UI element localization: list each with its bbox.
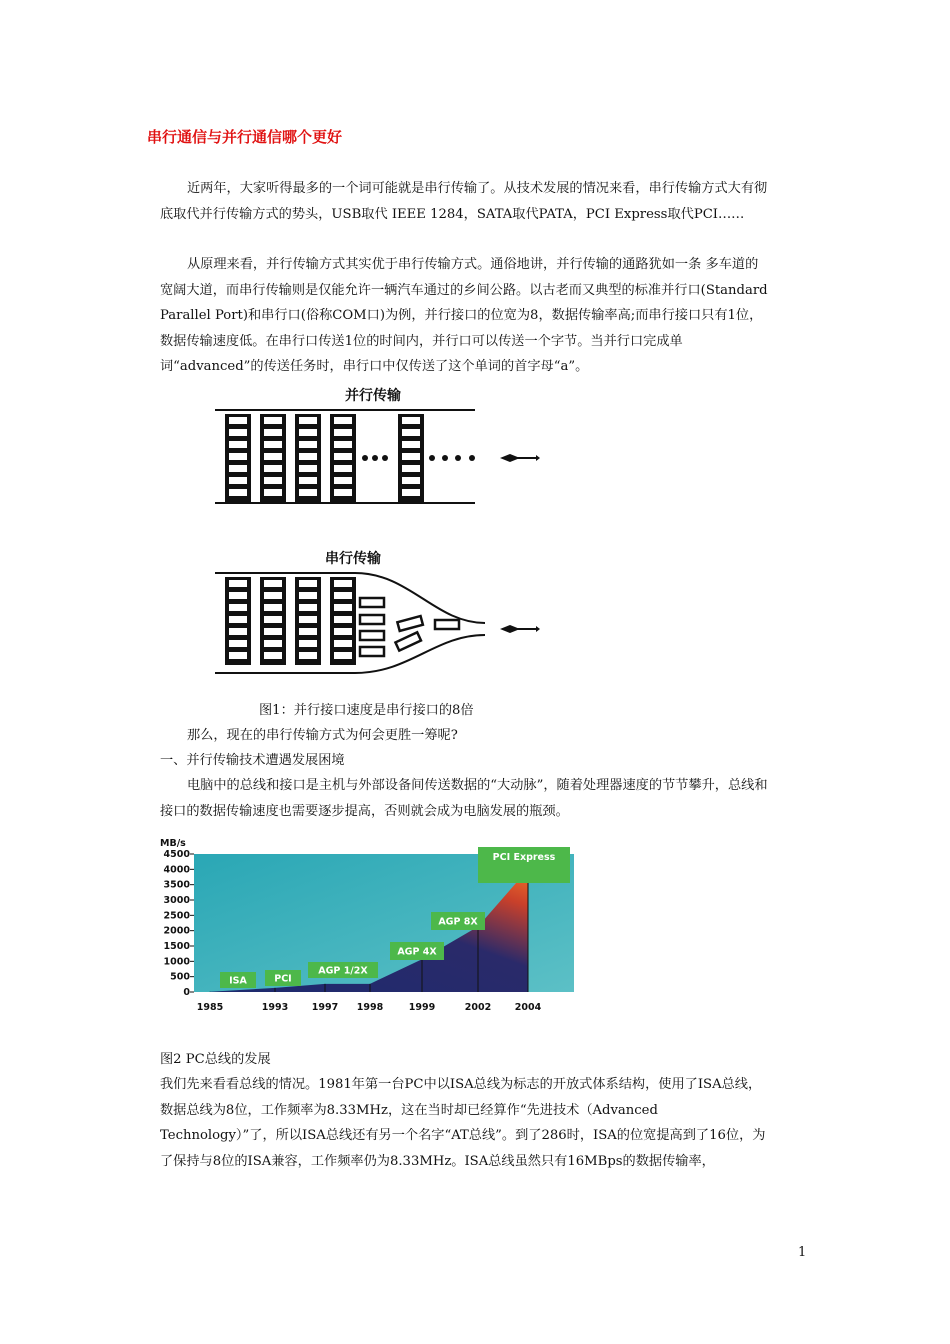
x-tick-label: 1997 <box>311 1002 339 1013</box>
annotation-label: AGP 4X <box>397 946 437 958</box>
bus-development-chart <box>160 832 580 1027</box>
x-tick-label: 1998 <box>356 1002 384 1013</box>
y-tick-label: 2000 <box>163 925 190 937</box>
paragraph-isa-history: 我们先来看看总线的情况。1981年第一台PC中以ISA总线为标志的开放式体系结构，使用了ISA总线，数据总线为8位，工作频率为8.33MHz，这在当时却已经算作“先进技术（Advanced Technology）”了，所以ISA总线还有另一个名字“AT总线”。到了286时，ISA的位宽提高到了16位，为了保持与8位的ISA兼容，工作频率仍为8.33MHz。ISA总线虽然只有16MBps的数据传输率， <box>160 1077 766 1169</box>
x-tick-label: 2004 <box>514 1002 542 1013</box>
paragraph-bus-intro: 电脑中的总线和接口是主机与外部设备间传送数据的“大动脉”，随着处理器速度的节节攀升，总线和接口的数据传输速度也需要逐步提高，否则就会成为电脑发展的瓶颈。 <box>160 778 768 819</box>
figure1-caption: 图1：并行接口速度是串行接口的8倍 <box>259 703 474 718</box>
page-number: 1 <box>798 1245 807 1260</box>
serial-label: 串行传输 <box>325 551 381 567</box>
y-tick-label: 3000 <box>163 895 190 906</box>
y-tick-label: 1000 <box>163 956 190 968</box>
paragraph-question: 那么，现在的串行传输方式为何会更胜一筹呢? <box>187 728 458 743</box>
page-title: 串行通信与并行通信哪个更好 <box>147 128 343 146</box>
figure2-caption: 图2 PC总线的发展 <box>160 1052 271 1067</box>
chart-ylabel: MB/s <box>160 838 186 849</box>
x-tick-label: 2002 <box>464 1002 492 1013</box>
annotation-label: AGP 8X <box>438 916 478 928</box>
annotation-label: PCI Express <box>492 852 556 863</box>
figure1-diagram <box>210 383 540 683</box>
annotation-label: ISA <box>229 975 247 987</box>
y-tick-label: 3500 <box>163 879 190 891</box>
section-heading-1: 一、并行传输技术遭遇发展困境 <box>160 753 345 768</box>
annotation-label: PCI <box>274 973 292 985</box>
paragraph-principle: 从原理来看，并行传输方式其实优于串行传输方式。通俗地讲，并行传输的通路犹如一条 多车道的宽阔大道，而串行传输则是仅能允许一辆汽车通过的乡间公路。以古老而又典型的标准并行口(Standard Parallel Port)和串行口(俗称COM口)为例，并行接口的位宽为8，数据传输率高;而串行接口只有1位，数据传输速度低。在串行口传送1位的时间内，并行口可以传送一个字节。当并行口完成单词“advanced”的传送任务时，串行口中仅传送了这个单词的首字母“a”。 <box>160 257 768 374</box>
y-tick-label: 4000 <box>163 864 190 876</box>
y-tick-label: 500 <box>170 971 190 983</box>
y-tick-label: 0 <box>183 987 190 998</box>
paragraph-intro: 近两年，大家听得最多的一个词可能就是串行传输了。从技术发展的情况来看，串行传输方式大有彻底取代并行传输方式的势头，USB取代 IEEE 1284，SATA取代PATA，PCI Express取代PCI…… <box>160 181 768 222</box>
x-tick-label: 1993 <box>261 1002 289 1013</box>
x-tick-label: 1999 <box>408 1002 436 1013</box>
y-tick-label: 4500 <box>163 849 190 860</box>
y-tick-label: 1500 <box>163 941 190 952</box>
x-tick-label: 1985 <box>196 1002 224 1013</box>
parallel-label: 并行传输 <box>345 388 401 404</box>
y-tick-label: 2500 <box>163 910 190 922</box>
annotation-label: AGP 1/2X <box>318 965 368 977</box>
